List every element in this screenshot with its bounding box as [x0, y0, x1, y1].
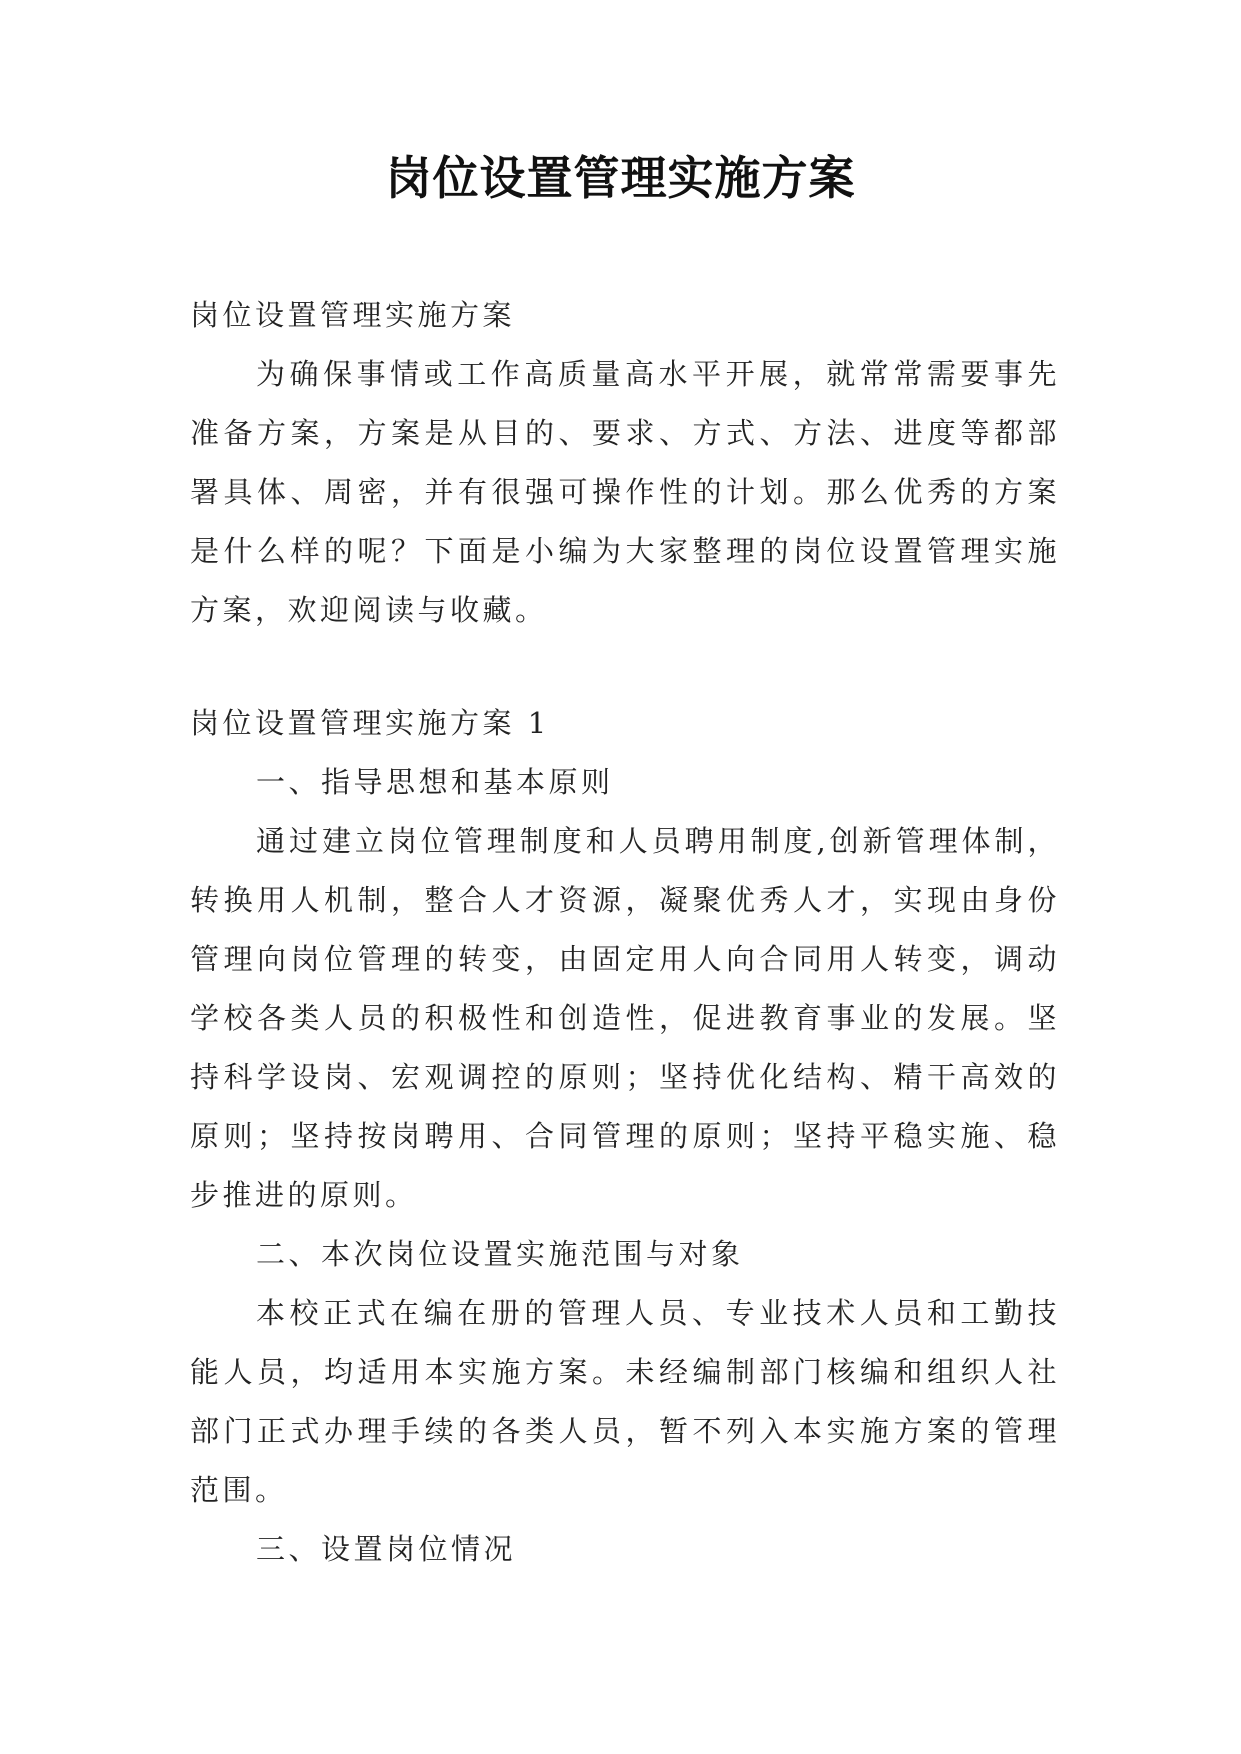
section-paragraph-scope: 本校正式在编在册的管理人员、专业技术人员和工勤技能人员，均适用本实施方案。未经编制部门核编和组织人社部门正式办理手续的各类人员，暂不列入本实施方案的管理范围。	[190, 1296, 1060, 1507]
section-heading-positions: 三、设置岗位情况	[256, 1532, 517, 1566]
section-heading-scope: 二、本次岗位设置实施范围与对象	[256, 1237, 744, 1271]
intro-section	[190, 286, 1060, 640]
intro-paragraph: 为确保事情或工作高质量高水平开展，就常常需要事先准备方案，方案是从目的、要求、方式、方法、进度等都部署具体、周密，并有很强可操作性的计划。那么优秀的方案是什么样的呢？下面是小编为大家整理的岗位设置管理实施方案，欢迎阅读与收藏。	[190, 357, 1060, 627]
section-1	[190, 694, 1060, 1579]
intro-subtitle: 岗位设置管理实施方案	[190, 298, 516, 332]
section-1-subtitle: 岗位设置管理实施方案 1	[190, 706, 550, 740]
document-title: 岗位设置管理实施方案	[385, 151, 856, 205]
section-paragraph-guiding-principles: 通过建立岗位管理制度和人员聘用制度,创新管理体制，转换用人机制，整合人才资源，凝聚优秀人才，实现由身份管理向岗位管理的转变，由固定用人向合同用人转变，调动学校各类人员的积极性和创造性，促进教育事业的发展。坚持科学设岗、宏观调控的原则；坚持优化结构、精干高效的原则；坚持按岗聘用、合同管理的原则；坚持平稳实施、稳步推进的原则。	[190, 824, 1060, 1212]
section-heading-guiding-principles: 一、指导思想和基本原则	[256, 765, 614, 799]
